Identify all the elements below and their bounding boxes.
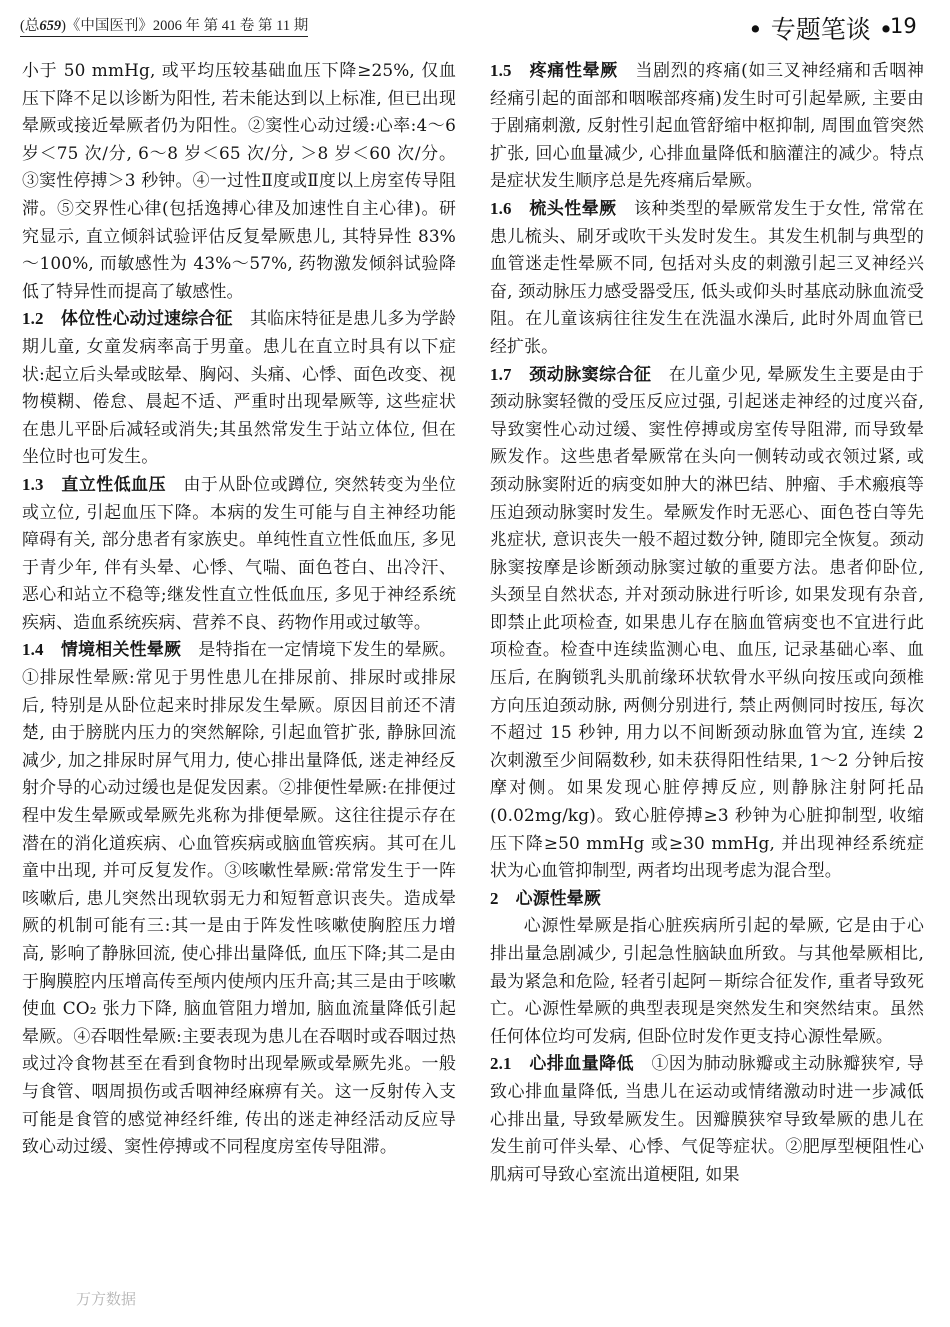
section-2-heading [490,885,924,913]
paragraph-text: 心源性晕厥是指心脏疾病所引起的晕厥, 它是由于心排出量急剧减少, 引起急性脑缺血所致。与其他晕厥相比, 最为紧急和危险, 轻者引起阿－斯综合征发作, 重者导致死亡。心源性晕厥的典型表现是突然发生和突然结束。虽然任何体位均可发病, 但卧位时发作更支持心源性晕厥。 [490,915,924,1046]
paragraph [490,912,924,1050]
section-title: 情境相关性晕厥 [60,639,182,660]
journal-vol-number: 659 [39,18,62,34]
section-1-2 [22,305,456,471]
section-title: 直立性低血压 [61,473,167,494]
section-heading [490,60,618,80]
section-title: 体位性心动过速综合征 [60,308,233,329]
section-number: 2 [490,888,499,908]
section-heading [490,1053,634,1073]
section-title: 颈动脉窦综合征 [529,363,652,384]
section-1-4 [22,636,456,1160]
paragraph-text: 由于从卧位或蹲位, 突然转变为坐位或立位, 引起血压下降。本病的发生可能与自主神经功能障碍有关, 部分患者有家族史。单纯性直立性低血压, 多见于青少年, 伴有头晕、心悸、气喘、面色苍白、出冷汗、恶心和站立不稳等;继发性直立性低血压, 多见于神经系统疾病、造血系统疾病、营养不良、药物作用或过敏等。 [22,473,456,632]
section-title: 疼痛性晕厥 [529,60,618,80]
paragraph [22,57,456,305]
section-title: 心排血量降低 [529,1053,635,1074]
paragraph-text: 在儿童少见, 晕厥发生主要是由于颈动脉窦轻微的受压反应过强, 引起迷走神经的过度兴奋, 导致窦性心动过缓、窦性停搏或房室传导阻滞, 而导致晕厥发作。这些患者晕厥常在头向一侧转动或衣领过紧, 或颈动脉窦附近的病变如肿大的淋巴结、肿瘤、手术瘢痕等压迫颈动脉窦时发生。晕厥发作时无恶心、面色苍白等先兆症状, 意识丧失一般不超过数分钟, 随即完全恢复。颈动脉窦按摩是诊断颈动脉窦过敏的重要方法。患者仰卧位, 头颈呈自然状态, 并对颈动脉进行听诊, 如果发现有杂音, 即禁止此项检查, 如果患儿存在脑血管病变也不宜进行此项检查。检查中连续监测心电、血压, 记录基础心率、血压后, 在胸锁乳头肌前缘环状软骨水平纵向按压或向颈椎方向压迫颈动脉, 两侧分别进行, 禁止两侧同时按压, 每次不超过 15 秒钟, 用力以不间断颈动脉血管为宜, 连续 2 次刺激至少间隔数秒, 如未获得阳性结果, 1～2 分钟后按摩对侧。如果发现心脏停搏反应, 则静脉注射阿托品(0.02mg/kg)。致心脏停搏≥3 秒钟为心脏抑制型, 收缩压下降≥50 mmHg 或≥30 mmHg, 并出现神经系统症状为心血管抑制型, 两者均出现考虑为混合型。 [490,363,924,881]
section-number: 1.5 [490,61,512,80]
journal-info [20,14,308,37]
paragraph-text: 小于 50 mmHg, 或平均压较基础血压下降≥25%, 仅血压下降不足以诊断为阳性, 若未能达到以上标准, 但已出现晕厥或接近晕厥者仍为阳性。②窦性心动过缓:心率:4～6 岁＜75 次/分, 6～8 岁＜65 次/分, ＞8 岁＜60 次/分。③窦性停搏＞3 秒钟。④一过性Ⅱ度或Ⅱ度以上房室传导阻滞。⑤交界性心律(包括逸搏心律及加速性自主心律)。研究显示, 直立倾斜试验评估反复晕厥患儿, 其特异性 83%～100%, 而敏感性为 43%～57%, 药物激发倾斜试验降低了特异性而提高了敏感性。 [22,60,456,301]
section-number: 1.4 [22,640,44,660]
paragraph-text: ①因为肺动脉瓣或主动脉瓣狭窄, 导致心排血量降低, 当患儿在运动或情绪激动时进一步减低心排出量, 导致晕厥发生。因瓣膜狭窄导致晕厥的患儿在发生前可伴头晕、心悸、气促等症状。②肥厚型梗阻性心肌病可导致心室流出道梗阻, 如果 [490,1053,924,1184]
section-number: 1.2 [22,309,44,329]
right-column [490,57,924,1188]
section-2-1 [490,1050,924,1188]
section-heading [22,308,233,328]
section-number: 1.3 [22,474,44,494]
paragraph-text: 其临床特征是患儿多为学龄期儿童, 女童发病率高于男童。患儿在直立时具有以下症状:起立后头晕或眩晕、胸闷、头痛、心悸、面色改变、视物模糊、倦怠、晨起不适、严重时出现晕厥等, 这些症状在患儿平卧后减轻或消失;其虽然常发生于站立体位, 但在坐位时也可发生。 [22,308,456,467]
paragraph-text: 当剧烈的疼痛(如三叉神经痛和舌咽神经痛引起的面部和咽喉部疼痛)发生时可引起晕厥, 主要由于剧痛刺激, 反射性引起血管舒缩中枢抑制, 周围血管突然扩张, 回心血量减少, 心排血量降低和脑灌注的减少。特点是症状发生顺序总是先疼痛后晕厥。 [490,60,925,191]
section-1-5 [490,57,924,195]
section-1-7 [490,361,924,885]
page-number: 19 [890,14,917,38]
section-heading [490,888,601,908]
section-heading [490,364,651,384]
section-title: 心源性晕厥 [515,887,601,908]
left-column [22,57,456,1161]
journal-prefix: (总 [20,18,40,34]
section-title: 梳头性晕厥 [529,197,617,218]
watermark: 万方数据 [76,1290,137,1308]
journal-suffix: )《中国医刊》2006 年 第 41 卷 第 11 期 [61,18,309,34]
section-number: 2.1 [490,1054,512,1074]
section-heading [490,198,617,218]
section-heading [22,474,166,494]
page-header [20,10,935,46]
section-number: 1.6 [490,198,512,218]
paragraph-text: 是特指在一定情境下发生的晕厥。①排尿性晕厥:常见于男性患儿在排尿前、排尿时或排尿后, 特别是从卧位起来时排尿发生晕厥。原因目前还不清楚, 由于膀胱内压力的突然解除, 引起血管扩张, 静脉回流减少, 加之排尿时屏气用力, 使心排出量降低, 迷走神经反射介导的心动过缓也是促发因素。②排便性晕厥:在排便过程中发生晕厥或晕厥先兆称为排便晕厥。这往往提示存在潜在的消化道疾病、心血管疾病或脑血管疾病。其可在儿童中出现, 并可反复发作。③咳嗽性晕厥:常常发生于一阵咳嗽后, 患儿突然出现软弱无力和短暂意识丧失。造成晕厥的机制可能有三:其一是由于阵发性咳嗽使胸腔压力增高, 影响了静脉回流, 使心排出量降低, 血压下降;其二是由于胸膜腔内压增高传至颅内使颅内压升高;其三是由于咳嗽使血 CO₂ 张力下降, 脑血管阻力增加, 脑血流量降低引起晕厥。④吞咽性晕厥:主要表现为患儿在吞咽时或吞咽过热或过冷食物甚至在看到食物时出现晕厥或晕厥先兆。一般与食管、咽周损伤或舌咽神经麻痹有关。这一反射传入支可能是食管的感觉神经纤维, 传出的迷走神经活动反应导致心动过缓、窦性停搏或不同程度房室传导阻滞。 [22,639,456,1157]
section-1-3 [22,471,456,637]
section-tag: • 专题笔谈 • [748,15,894,44]
section-number: 1.7 [490,364,512,384]
paragraph-text: 该种类型的晕厥常发生于女性, 常常在患儿梳头、刷牙或吹干头发时发生。其发生机制与典型的血管迷走性晕厥不同, 包括对头皮的刺激引起三叉神经兴奋, 颈动脉压力感受器受压, 低头或仰头时基底动脉血流受阻。在儿童该病往往发生在洗温水澡后, 此时外周血管已经扩张。 [490,197,924,356]
section-1-6 [490,195,924,361]
section-heading [22,639,181,659]
